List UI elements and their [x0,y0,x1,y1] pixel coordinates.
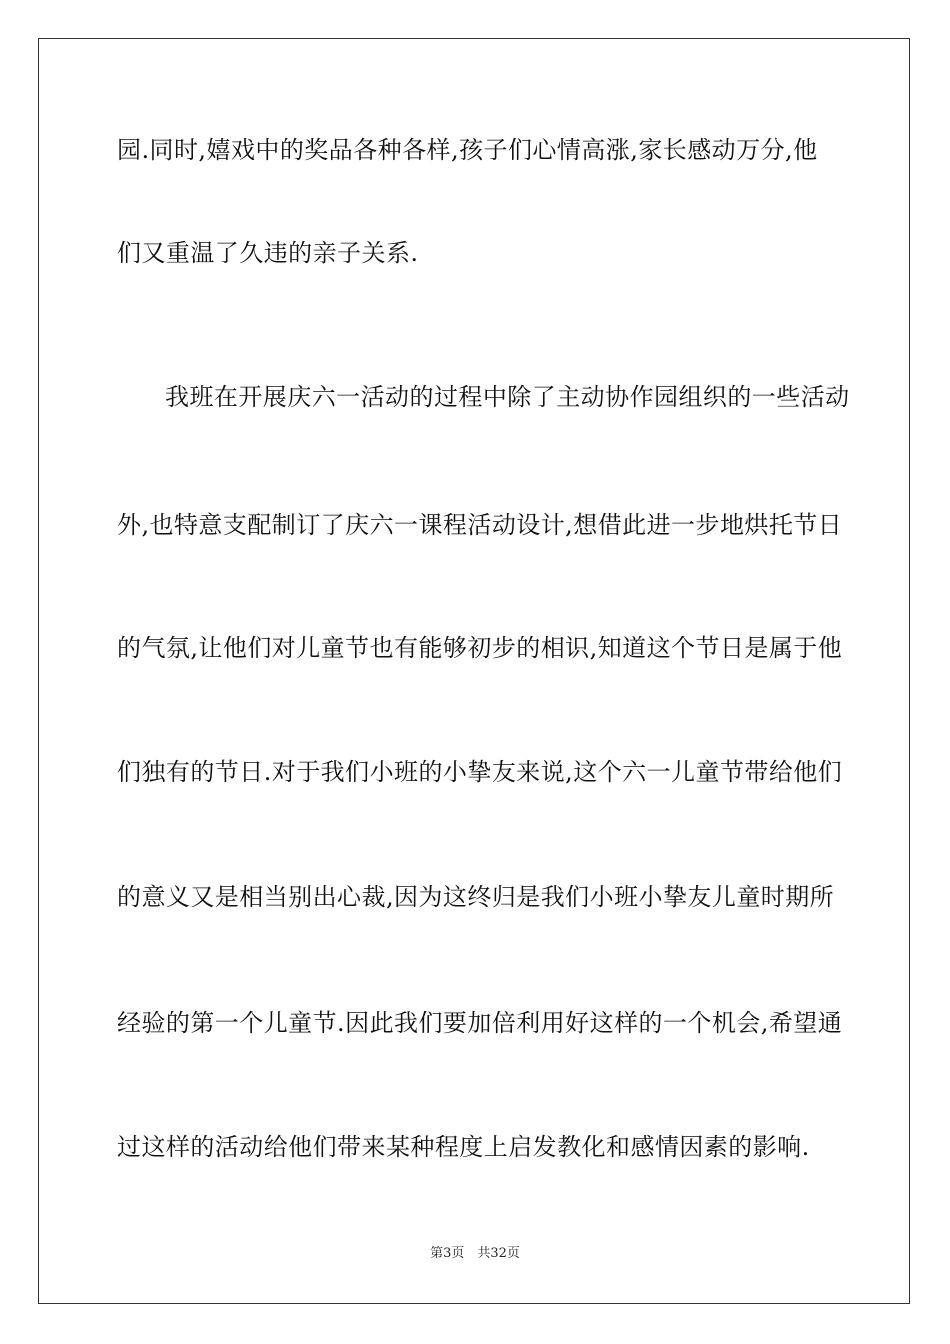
paragraph-line: 的意义又是相当别出心裁,因为这终归是我们小班小挚友儿童时期所 [117,883,835,911]
paragraph-line: 的气氛,让他们对儿童节也有能够初步的相识,知道这个节日是属于他 [117,634,843,662]
page-number-footer: 第3页 共32页 [430,1246,520,1261]
paragraph-line: 园.同时,嬉戏中的奖品各种各样,孩子们心情高涨,家长感动万分,他 [117,136,818,164]
paragraph-line: 我班在开展庆六一活动的过程中除了主动协作园组织的一些活动 [165,383,850,411]
paragraph-line: 们独有的节日.对于我们小班的小挚友来说,这个六一儿童节带给他们 [117,758,843,786]
paragraph-line: 们又重温了久违的亲子关系. [117,239,419,267]
paragraph-line: 经验的第一个儿童节.因此我们要加倍利用好这样的一个机会,希望通 [117,1009,843,1037]
page-border [38,38,910,1304]
paragraph-line: 过这样的活动给他们带来某种程度上启发教化和感情因素的影响. [117,1133,810,1161]
paragraph-line: 外,也特意支配制订了庆六一课程活动设计,想借此进一步地烘托节日 [117,511,843,539]
